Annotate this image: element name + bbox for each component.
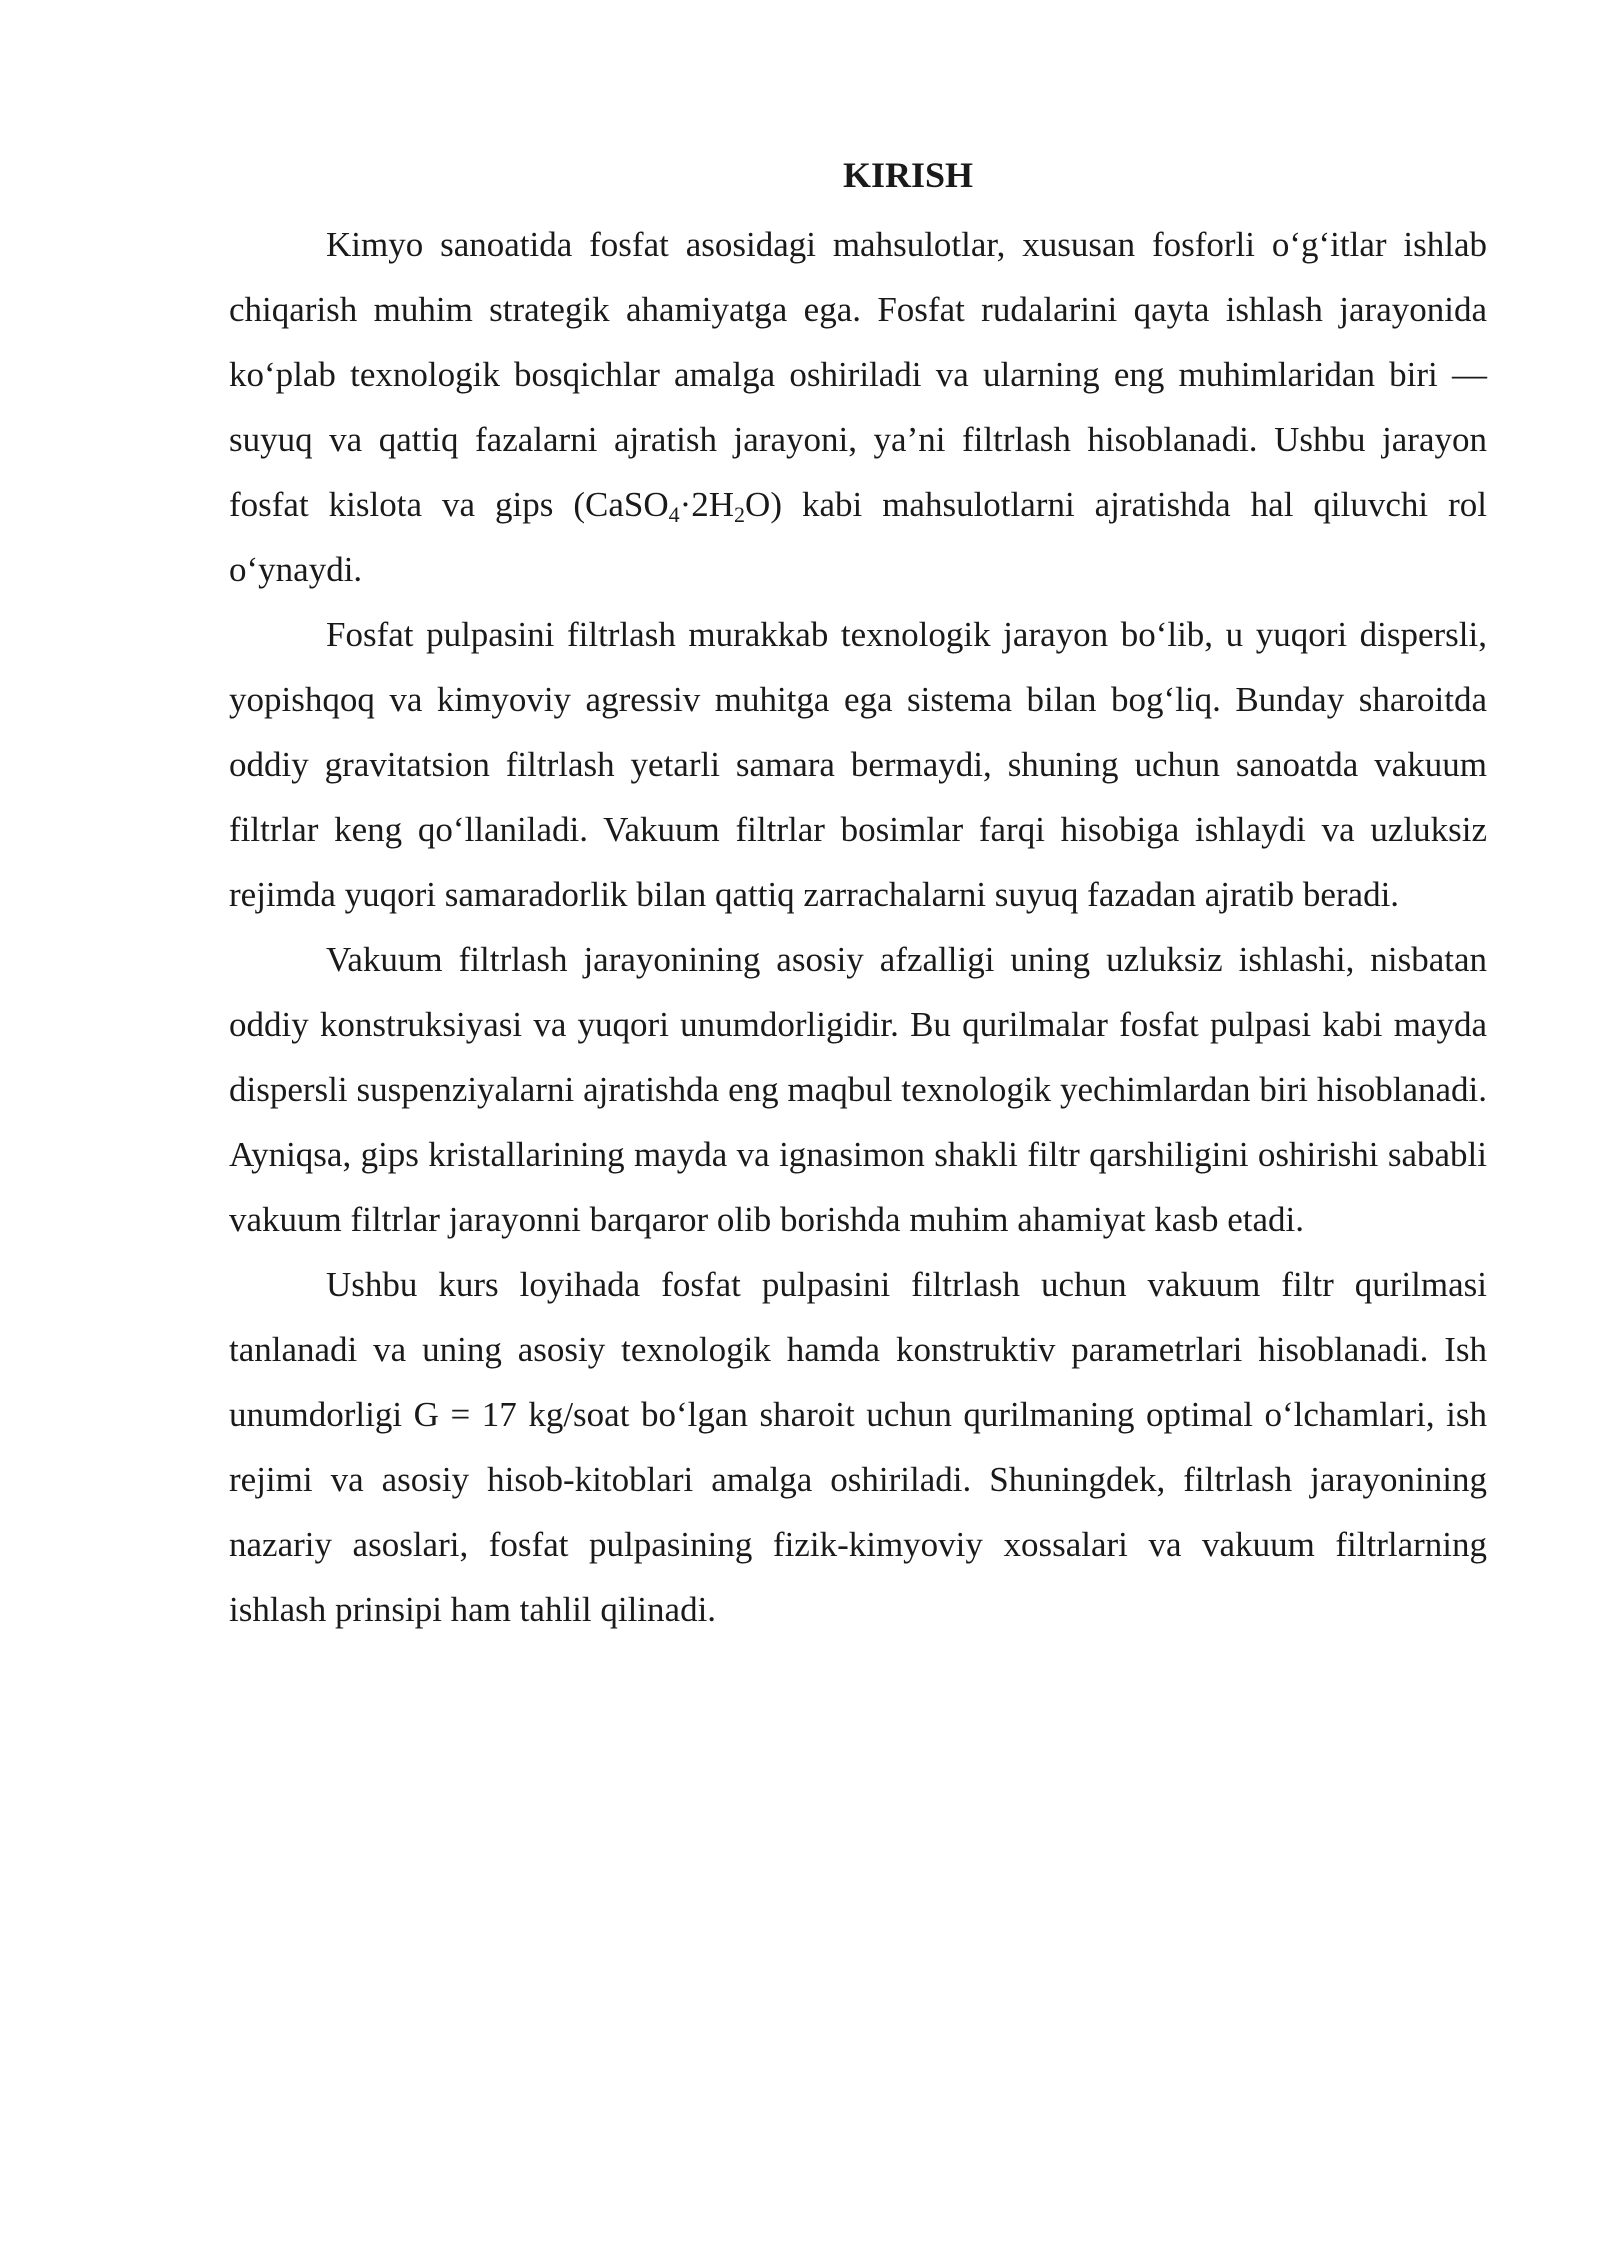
formula-subscript-2: 2 [734, 502, 746, 527]
chemical-formula [584, 485, 771, 527]
document-page [229, 148, 1487, 1642]
document-title: KIRISH [842, 155, 974, 195]
paragraph-intro-text-before: Kimyo sanoatida fosfat asosidagi mahsulotlar, xususan fosforli o‘g‘itlar ishlab chiqarish muhim strategik ahamiyatga ega. Fosfat rudalarini qayta ishlash jarayonida ko‘plab texnologik bosqichlar amalga oshiriladi va ularning eng muhimlaridan biri — suyuq va qattiq fazalarni ajratish jarayoni, ya’ni filtrlash hisoblanadi. Ushbu jarayon fosfat kislota va gips ( [229, 225, 1487, 524]
formula-subscript-4: 4 [668, 502, 680, 527]
paragraph-filtration: Fosfat pulpasini filtrlash murakkab texnologik jarayon bo‘lib, u yuqori dispersli, yopishqoq va kimyoviy agressiv muhitga ega sistema bilan bog‘liq. Bunday sharoitda oddiy gravitatsion filtrlash yetarli samara bermaydi, shuning uchun sanoatda vakuum filtrlar keng qo‘llaniladi. Vakuum filtrlar bosimlar farqi hisobiga ishlaydi va uzluksiz rejimda yuqori samaradorlik bilan qattiq zarrachalarni suyuq fazadan ajratib beradi. [229, 615, 1487, 914]
paragraph-project-scope: Ushbu kurs loyihada fosfat pulpasini filtrlash uchun vakuum filtr qurilmasi tanlanadi va uning asosiy texnologik hamda konstruktiv parametrlari hisoblanadi. Ish unumdorligi G = 17 kg/soat bo‘lgan sharoit uchun qurilmaning optimal o‘lchamlari, ish rejimi va asosiy hisob-kitoblari amalga oshiriladi. Shuningdek, filtrlash jarayonining nazariy asoslari, fosfat pulpasining fizik-kimyoviy xossalari va vakuum filtrlarning ishlash prinsipi ham tahlil qilinadi. [229, 1265, 1487, 1629]
formula-part-caso: CaSO [584, 485, 669, 524]
formula-part-2h: ·2H [679, 485, 735, 524]
paragraph-intro [229, 212, 1487, 602]
paragraph-advantages: Vakuum filtrlash jarayonining asosiy afzalligi uning uzluksiz ishlashi, nisbatan oddiy konstruksiyasi va yuqori unumdorligidir. Bu qurilmalar fosfat pulpasi kabi mayda dispersli suspenziyalarni ajratishda eng maqbul texnologik yechimlardan biri hisoblanadi. Ayniqsa, gips kristallarining mayda va ignasimon shakli filtr qarshiligini oshirishi sababli vakuum filtrlar jarayonni barqaror olib borishda muhim ahamiyat kasb etadi. [229, 940, 1487, 1239]
paragraph-intro-text-after: ) kabi mahsulotlarni ajratishda hal qiluvchi rol o‘ynaydi. [229, 485, 1487, 589]
formula-part-o: O [745, 485, 771, 524]
